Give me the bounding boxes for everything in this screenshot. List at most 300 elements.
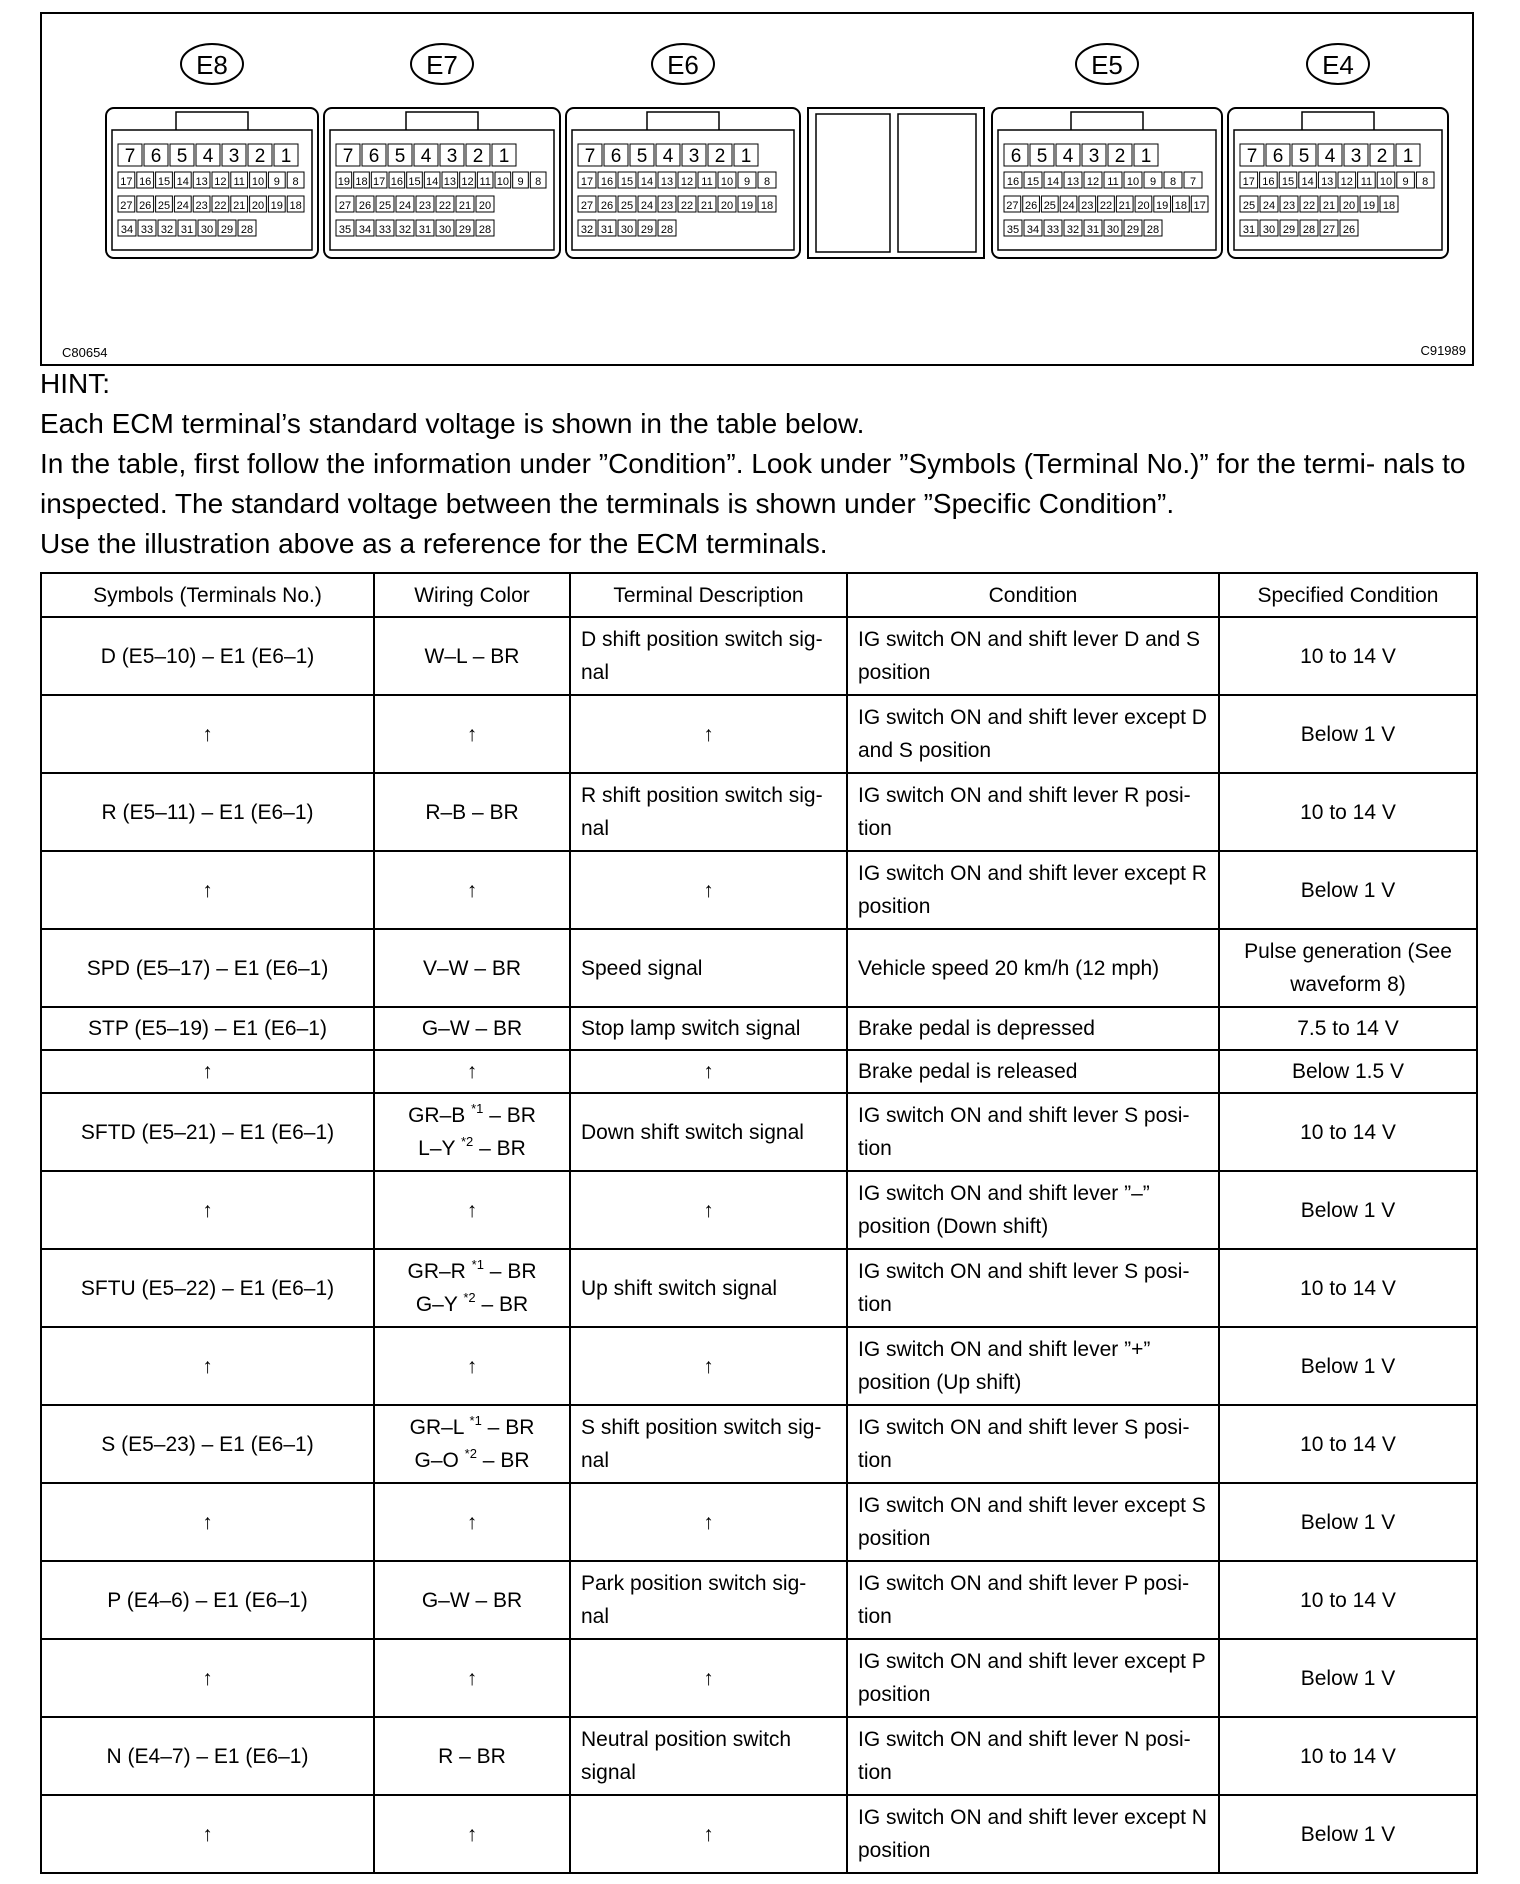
terminal-number: 28 [478, 224, 492, 236]
terminal-number: 28 [660, 224, 674, 236]
terminal-number: 6 [1010, 146, 1022, 167]
blank-cavity [898, 114, 976, 252]
header-condition: Condition [847, 573, 1219, 617]
terminal-number: 1 [740, 146, 752, 167]
terminal-number: 24 [640, 200, 654, 212]
wiring-color-2: G–O [414, 1449, 465, 1472]
cell-description: ↑ [570, 1483, 847, 1561]
cell-description: Speed signal [570, 929, 847, 1007]
cell-condition: Brake pedal is released [847, 1050, 1219, 1093]
cell-spec: 10 to 14 V [1219, 617, 1477, 695]
cell-wiring: R–B – BR [374, 773, 570, 851]
terminal-number: 22 [438, 200, 452, 212]
terminal-number: 16 [1006, 176, 1020, 188]
illustration-code-left: C80654 [62, 345, 108, 360]
cell-spec: Pulse generation (See waveform 8) [1219, 929, 1477, 1007]
terminal-number: 21 [458, 200, 472, 212]
terminal-number: 34 [358, 224, 372, 236]
cell-spec: Below 1 V [1219, 1171, 1477, 1249]
terminal-number: 27 [580, 200, 594, 212]
terminal-number: 3 [1350, 146, 1362, 167]
cell-wiring: ↑ [374, 851, 570, 929]
cell-wiring: ↑ [374, 1050, 570, 1093]
cell-wiring: ↑ [374, 1171, 570, 1249]
terminal-number: 12 [680, 176, 694, 188]
terminal-number: 33 [1046, 224, 1060, 236]
terminal-number: 5 [1298, 146, 1310, 167]
wiring-line-1 [385, 1411, 559, 1444]
cell-wiring [374, 1249, 570, 1327]
terminal-number: 4 [420, 146, 432, 167]
cell-wiring [374, 1093, 570, 1171]
cell-wiring: ↑ [374, 1327, 570, 1405]
footnote-mark-2: *2 [461, 1134, 474, 1149]
connector-label: E8 [196, 50, 228, 80]
terminal-number: 22 [1302, 200, 1316, 212]
terminal-number: 1 [280, 146, 292, 167]
cell-wiring: R – BR [374, 1717, 570, 1795]
terminal-number: 25 [1043, 200, 1056, 212]
terminal-number: 31 [1086, 224, 1100, 236]
hint-paragraph-2: In the table, first follow the information under ”Condition”. Look under ”Symbols (Terminal No.)” for the termi- nals to inspected. The standard voltage between the terminals is shown under ”Specific Condition”. [40, 448, 1466, 519]
terminal-voltage-table [40, 572, 1478, 1874]
cell-symbol: R (E5–11) – E1 (E6–1) [41, 773, 374, 851]
terminal-number: 17 [1242, 176, 1255, 188]
table-row [41, 1007, 1477, 1050]
terminal-number: 12 [1086, 176, 1100, 188]
terminal-number: 7 [124, 146, 136, 167]
table-row [41, 695, 1477, 773]
terminal-number: 21 [233, 200, 246, 212]
terminal-number: 19 [1362, 200, 1376, 212]
cell-condition: Brake pedal is depressed [847, 1007, 1219, 1050]
cell-wiring: ↑ [374, 1483, 570, 1561]
table-row [41, 1561, 1477, 1639]
cell-wiring: G–W – BR [374, 1007, 570, 1050]
terminal-number: 8 [763, 176, 771, 188]
terminal-number: 21 [1118, 200, 1131, 212]
terminal-number: 26 [600, 200, 614, 212]
table-row [41, 1171, 1477, 1249]
terminal-number: 31 [180, 224, 194, 236]
terminal-number: 5 [1036, 146, 1048, 167]
cell-symbol: P (E4–6) – E1 (E6–1) [41, 1561, 374, 1639]
cell-condition: IG switch ON and shift lever S posi- tion [847, 1249, 1219, 1327]
cell-condition: IG switch ON and shift lever except P position [847, 1639, 1219, 1717]
illustration-code-right: C91989 [1420, 343, 1466, 358]
terminal-number: 13 [1321, 176, 1334, 188]
cell-spec: 7.5 to 14 V [1219, 1007, 1477, 1050]
cell-symbol: ↑ [41, 851, 374, 929]
table-row [41, 1050, 1477, 1093]
terminal-number: 23 [1081, 200, 1094, 212]
terminal-number: 18 [355, 176, 368, 188]
header-specified-condition: Specified Condition [1219, 573, 1477, 617]
terminal-number: 15 [408, 176, 421, 188]
terminal-number: 4 [202, 146, 214, 167]
terminal-number: 19 [740, 200, 754, 212]
table-row [41, 1327, 1477, 1405]
terminal-number: 25 [157, 200, 171, 212]
cell-wiring: V–W – BR [374, 929, 570, 1007]
terminal-number: 25 [1242, 200, 1256, 212]
connector-label: E6 [667, 50, 699, 80]
terminal-number: 14 [1046, 176, 1060, 188]
cell-description: Up shift switch signal [570, 1249, 847, 1327]
cell-spec: Below 1 V [1219, 1639, 1477, 1717]
terminal-number: 9 [517, 176, 524, 188]
terminal-number: 19 [337, 176, 350, 188]
terminal-number: 6 [610, 146, 622, 167]
terminal-number: 4 [1324, 146, 1336, 167]
wiring-color-1: GR–R [407, 1260, 472, 1283]
cell-condition: Vehicle speed 20 km/h (12 mph) [847, 929, 1219, 1007]
cell-spec: 10 to 14 V [1219, 1561, 1477, 1639]
terminal-number: 16 [390, 176, 403, 188]
terminal-number: 24 [1262, 200, 1276, 212]
wiring-line-2 [385, 1132, 559, 1165]
terminal-number: 24 [176, 200, 189, 212]
wiring-color-1: GR–B [408, 1104, 466, 1127]
terminal-number: 30 [1106, 224, 1120, 236]
terminal-number: 3 [688, 146, 700, 167]
terminal-number: 17 [373, 176, 386, 188]
terminal-number: 31 [418, 224, 432, 236]
cell-description: ↑ [570, 1639, 847, 1717]
terminal-number: 8 [535, 176, 542, 188]
terminal-number: 34 [120, 224, 134, 236]
terminal-number: 8 [1422, 176, 1429, 188]
wiring-ground-2: – BR [475, 1293, 529, 1316]
terminal-number: 34 [1026, 224, 1040, 236]
cell-condition: IG switch ON and shift lever P posi- tion [847, 1561, 1219, 1639]
cell-spec: 10 to 14 V [1219, 1717, 1477, 1795]
terminal-number: 13 [443, 176, 456, 188]
terminal-number: 3 [446, 146, 458, 167]
connector-latch [647, 112, 719, 130]
terminal-number: 3 [228, 146, 240, 167]
terminal-number: 20 [720, 200, 734, 212]
cell-symbol: SPD (E5–17) – E1 (E6–1) [41, 929, 374, 1007]
terminal-number: 24 [398, 200, 412, 212]
terminal-number: 23 [1282, 200, 1296, 212]
terminal-number: 26 [1342, 224, 1356, 236]
terminal-number: 28 [1302, 224, 1316, 236]
terminal-number: 28 [240, 224, 254, 236]
terminal-number: 26 [1024, 200, 1038, 212]
cell-symbol: ↑ [41, 1795, 374, 1873]
cell-condition: IG switch ON and shift lever except N position [847, 1795, 1219, 1873]
cell-condition: IG switch ON and shift lever N posi- tion [847, 1717, 1219, 1795]
terminal-number: 29 [1126, 224, 1140, 236]
terminal-number: 19 [270, 200, 283, 212]
footnote-mark-1: *1 [469, 1413, 482, 1428]
cell-description: R shift position switch sig- nal [570, 773, 847, 851]
cell-condition: IG switch ON and shift lever ”–” position (Down shift) [847, 1171, 1219, 1249]
table-row [41, 1093, 1477, 1171]
connector-label: E7 [426, 50, 458, 80]
terminal-number: 23 [660, 200, 674, 212]
terminal-number: 10 [251, 176, 265, 188]
cell-spec: Below 1 V [1219, 1795, 1477, 1873]
terminal-number: 18 [1174, 200, 1188, 212]
wiring-ground-1: – BR [483, 1104, 536, 1127]
terminal-number: 14 [1301, 176, 1314, 188]
header-terminal-description: Terminal Description [570, 573, 847, 617]
cell-condition: IG switch ON and shift lever ”+” position (Up shift) [847, 1327, 1219, 1405]
cell-symbol: ↑ [41, 1050, 374, 1093]
table-row [41, 1405, 1477, 1483]
terminal-number: 5 [394, 146, 406, 167]
cell-condition: IG switch ON and shift lever except D and S position [847, 695, 1219, 773]
terminal-number: 23 [195, 200, 208, 212]
terminal-number: 27 [120, 200, 133, 212]
header-symbols: Symbols (Terminals No.) [41, 573, 374, 617]
wiring-line-1 [385, 1255, 559, 1288]
table-row [41, 773, 1477, 851]
terminal-number: 33 [378, 224, 392, 236]
terminal-number: 15 [1281, 176, 1295, 188]
terminal-number: 13 [195, 176, 208, 188]
terminal-number: 2 [1376, 146, 1388, 167]
terminal-number: 18 [760, 200, 774, 212]
terminal-number: 11 [233, 176, 245, 188]
terminal-number: 23 [418, 200, 432, 212]
terminal-number: 35 [338, 224, 352, 236]
terminal-number: 16 [600, 176, 614, 188]
cell-description: D shift position switch sig- nal [570, 617, 847, 695]
terminal-number: 8 [292, 176, 299, 188]
cell-condition: IG switch ON and shift lever S posi- tion [847, 1405, 1219, 1483]
cell-spec: Below 1 V [1219, 1483, 1477, 1561]
terminal-number: 4 [662, 146, 674, 167]
wiring-color-2: G–Y [415, 1293, 464, 1316]
terminal-number: 32 [1066, 224, 1080, 236]
terminal-number: 6 [368, 146, 380, 167]
terminal-number: 20 [1137, 200, 1150, 212]
header-wiring-color: Wiring Color [374, 573, 570, 617]
terminal-number: 32 [580, 224, 594, 236]
footnote-mark-2: *2 [464, 1446, 477, 1461]
terminal-number: 29 [1282, 224, 1296, 236]
terminal-number: 11 [1360, 176, 1373, 188]
terminal-number: 29 [640, 224, 654, 236]
terminal-number: 12 [461, 176, 474, 188]
terminal-number: 20 [1342, 200, 1356, 212]
cell-spec: 10 to 14 V [1219, 1093, 1477, 1171]
terminal-number: 26 [139, 200, 152, 212]
terminal-number: 6 [150, 146, 162, 167]
terminal-number: 10 [1126, 176, 1140, 188]
cell-wiring [374, 1405, 570, 1483]
terminal-number: 27 [1322, 224, 1336, 236]
terminal-number: 28 [1146, 224, 1160, 236]
terminal-number: 9 [1149, 176, 1157, 188]
cell-spec: Below 1 V [1219, 851, 1477, 929]
connector-latch [1302, 112, 1374, 130]
terminal-number: 11 [1107, 176, 1119, 188]
wiring-line-2 [385, 1288, 559, 1321]
terminal-number: 25 [620, 200, 634, 212]
wiring-ground-1: – BR [483, 1260, 537, 1283]
terminal-number: 5 [636, 146, 648, 167]
terminal-number: 30 [438, 224, 452, 236]
terminal-number: 13 [660, 176, 674, 188]
terminal-number: 31 [1242, 224, 1256, 236]
cell-description: ↑ [570, 1171, 847, 1249]
cell-description: S shift position switch sig- nal [570, 1405, 847, 1483]
terminal-number: 14 [640, 176, 654, 188]
table-header-row [41, 573, 1477, 617]
terminal-number: 27 [1006, 200, 1019, 212]
terminal-number: 7 [342, 146, 354, 167]
terminal-number: 29 [458, 224, 472, 236]
terminal-number: 3 [1088, 146, 1100, 167]
terminal-number: 26 [358, 200, 372, 212]
wiring-color-1: GR–L [409, 1416, 470, 1439]
terminal-number: 16 [139, 176, 152, 188]
cell-condition: IG switch ON and shift lever D and S position [847, 617, 1219, 695]
terminal-number: 13 [1066, 176, 1080, 188]
terminal-number: 30 [200, 224, 214, 236]
cell-symbol: ↑ [41, 695, 374, 773]
terminal-number: 12 [214, 176, 227, 188]
terminal-number: 5 [176, 146, 188, 167]
table-row [41, 1717, 1477, 1795]
terminal-number: 2 [1114, 146, 1126, 167]
footnote-mark-1: *1 [471, 1101, 484, 1116]
cell-wiring: G–W – BR [374, 1561, 570, 1639]
footnote-mark-2: *2 [463, 1290, 476, 1305]
connector-latch [176, 112, 248, 130]
terminal-number: 17 [1193, 200, 1206, 212]
wiring-ground-2: – BR [473, 1137, 526, 1160]
terminal-number: 14 [426, 176, 439, 188]
terminal-number: 1 [498, 146, 510, 167]
cell-description: ↑ [570, 1327, 847, 1405]
connector-diagram [42, 14, 1472, 364]
cell-spec: 10 to 14 V [1219, 1249, 1477, 1327]
table-row [41, 1249, 1477, 1327]
cell-description: Park position switch sig- nal [570, 1561, 847, 1639]
cell-symbol: STP (E5–19) – E1 (E6–1) [41, 1007, 374, 1050]
hint-title: HINT: [40, 368, 110, 399]
wiring-line-2 [385, 1444, 559, 1477]
terminal-number: 9 [273, 176, 280, 188]
blank-connector-housing [808, 108, 984, 258]
cell-symbol: N (E4–7) – E1 (E6–1) [41, 1717, 374, 1795]
terminal-number: 24 [1062, 200, 1075, 212]
blank-cavity [816, 114, 890, 252]
terminal-number: 32 [398, 224, 412, 236]
table-row [41, 1795, 1477, 1873]
cell-spec: Below 1.5 V [1219, 1050, 1477, 1093]
terminal-number: 17 [120, 176, 133, 188]
cell-description: ↑ [570, 1795, 847, 1873]
cell-symbol: SFTU (E5–22) – E1 (E6–1) [41, 1249, 374, 1327]
footnote-mark-1: *1 [471, 1257, 484, 1272]
terminal-number: 14 [176, 176, 189, 188]
terminal-number: 20 [251, 200, 265, 212]
terminal-number: 1 [1140, 146, 1152, 167]
terminal-number: 18 [289, 200, 302, 212]
wiring-ground-1: – BR [481, 1416, 535, 1439]
terminal-number: 33 [140, 224, 154, 236]
terminal-number: 2 [714, 146, 726, 167]
cell-description: Stop lamp switch signal [570, 1007, 847, 1050]
cell-symbol: ↑ [41, 1639, 374, 1717]
cell-spec: 10 to 14 V [1219, 1405, 1477, 1483]
terminal-number: 6 [1272, 146, 1284, 167]
terminal-number: 15 [1026, 176, 1040, 188]
wiring-line-1 [385, 1099, 559, 1132]
table-row [41, 929, 1477, 1007]
terminal-number: 16 [1262, 176, 1275, 188]
terminal-number: 18 [1382, 200, 1396, 212]
terminal-number: 21 [1322, 200, 1336, 212]
terminal-number: 7 [1246, 146, 1258, 167]
connector-label: E5 [1091, 50, 1123, 80]
terminal-number: 21 [700, 200, 714, 212]
terminal-number: 9 [743, 176, 751, 188]
cell-symbol: ↑ [41, 1171, 374, 1249]
terminal-number: 10 [1379, 176, 1393, 188]
cell-description: Neutral position switch signal [570, 1717, 847, 1795]
connector-latch [406, 112, 478, 130]
terminal-number: 22 [214, 200, 227, 212]
cell-wiring: W–L – BR [374, 617, 570, 695]
cell-description: Down shift switch signal [570, 1093, 847, 1171]
terminal-number: 22 [1099, 200, 1113, 212]
cell-symbol: D (E5–10) – E1 (E6–1) [41, 617, 374, 695]
hint-paragraph-1: Each ECM terminal’s standard voltage is shown in the table below. [40, 408, 865, 439]
terminal-number: 11 [701, 176, 713, 188]
terminal-number: 30 [1262, 224, 1276, 236]
terminal-number: 2 [254, 146, 266, 167]
terminal-number: 12 [1340, 176, 1353, 188]
terminal-number: 30 [620, 224, 634, 236]
table-row [41, 1639, 1477, 1717]
terminal-number: 22 [680, 200, 694, 212]
cell-wiring: ↑ [374, 1795, 570, 1873]
cell-symbol: S (E5–23) – E1 (E6–1) [41, 1405, 374, 1483]
terminal-number: 9 [1402, 176, 1409, 188]
cell-symbol: SFTD (E5–21) – E1 (E6–1) [41, 1093, 374, 1171]
table-row [41, 1483, 1477, 1561]
wiring-color-2: L–Y [418, 1137, 461, 1160]
terminal-number: 10 [496, 176, 509, 188]
terminal-number: 35 [1006, 224, 1020, 236]
terminal-number: 29 [220, 224, 234, 236]
terminal-number: 32 [160, 224, 174, 236]
ecm-connector-illustration [40, 12, 1474, 366]
terminal-number: 27 [338, 200, 352, 212]
table-row [41, 851, 1477, 929]
cell-description: ↑ [570, 695, 847, 773]
cell-spec: 10 to 14 V [1219, 773, 1477, 851]
connector-label: E4 [1322, 50, 1354, 80]
terminal-number: 4 [1062, 146, 1074, 167]
table-row [41, 617, 1477, 695]
cell-condition: IG switch ON and shift lever except R position [847, 851, 1219, 929]
terminal-number: 19 [1156, 200, 1169, 212]
hint-paragraph-3: Use the illustration above as a reference for the ECM terminals. [40, 528, 828, 559]
terminal-number: 7 [1189, 176, 1197, 188]
connector-latch [1071, 112, 1143, 130]
terminal-number: 15 [620, 176, 634, 188]
cell-symbol: ↑ [41, 1483, 374, 1561]
terminal-number: 31 [600, 224, 614, 236]
